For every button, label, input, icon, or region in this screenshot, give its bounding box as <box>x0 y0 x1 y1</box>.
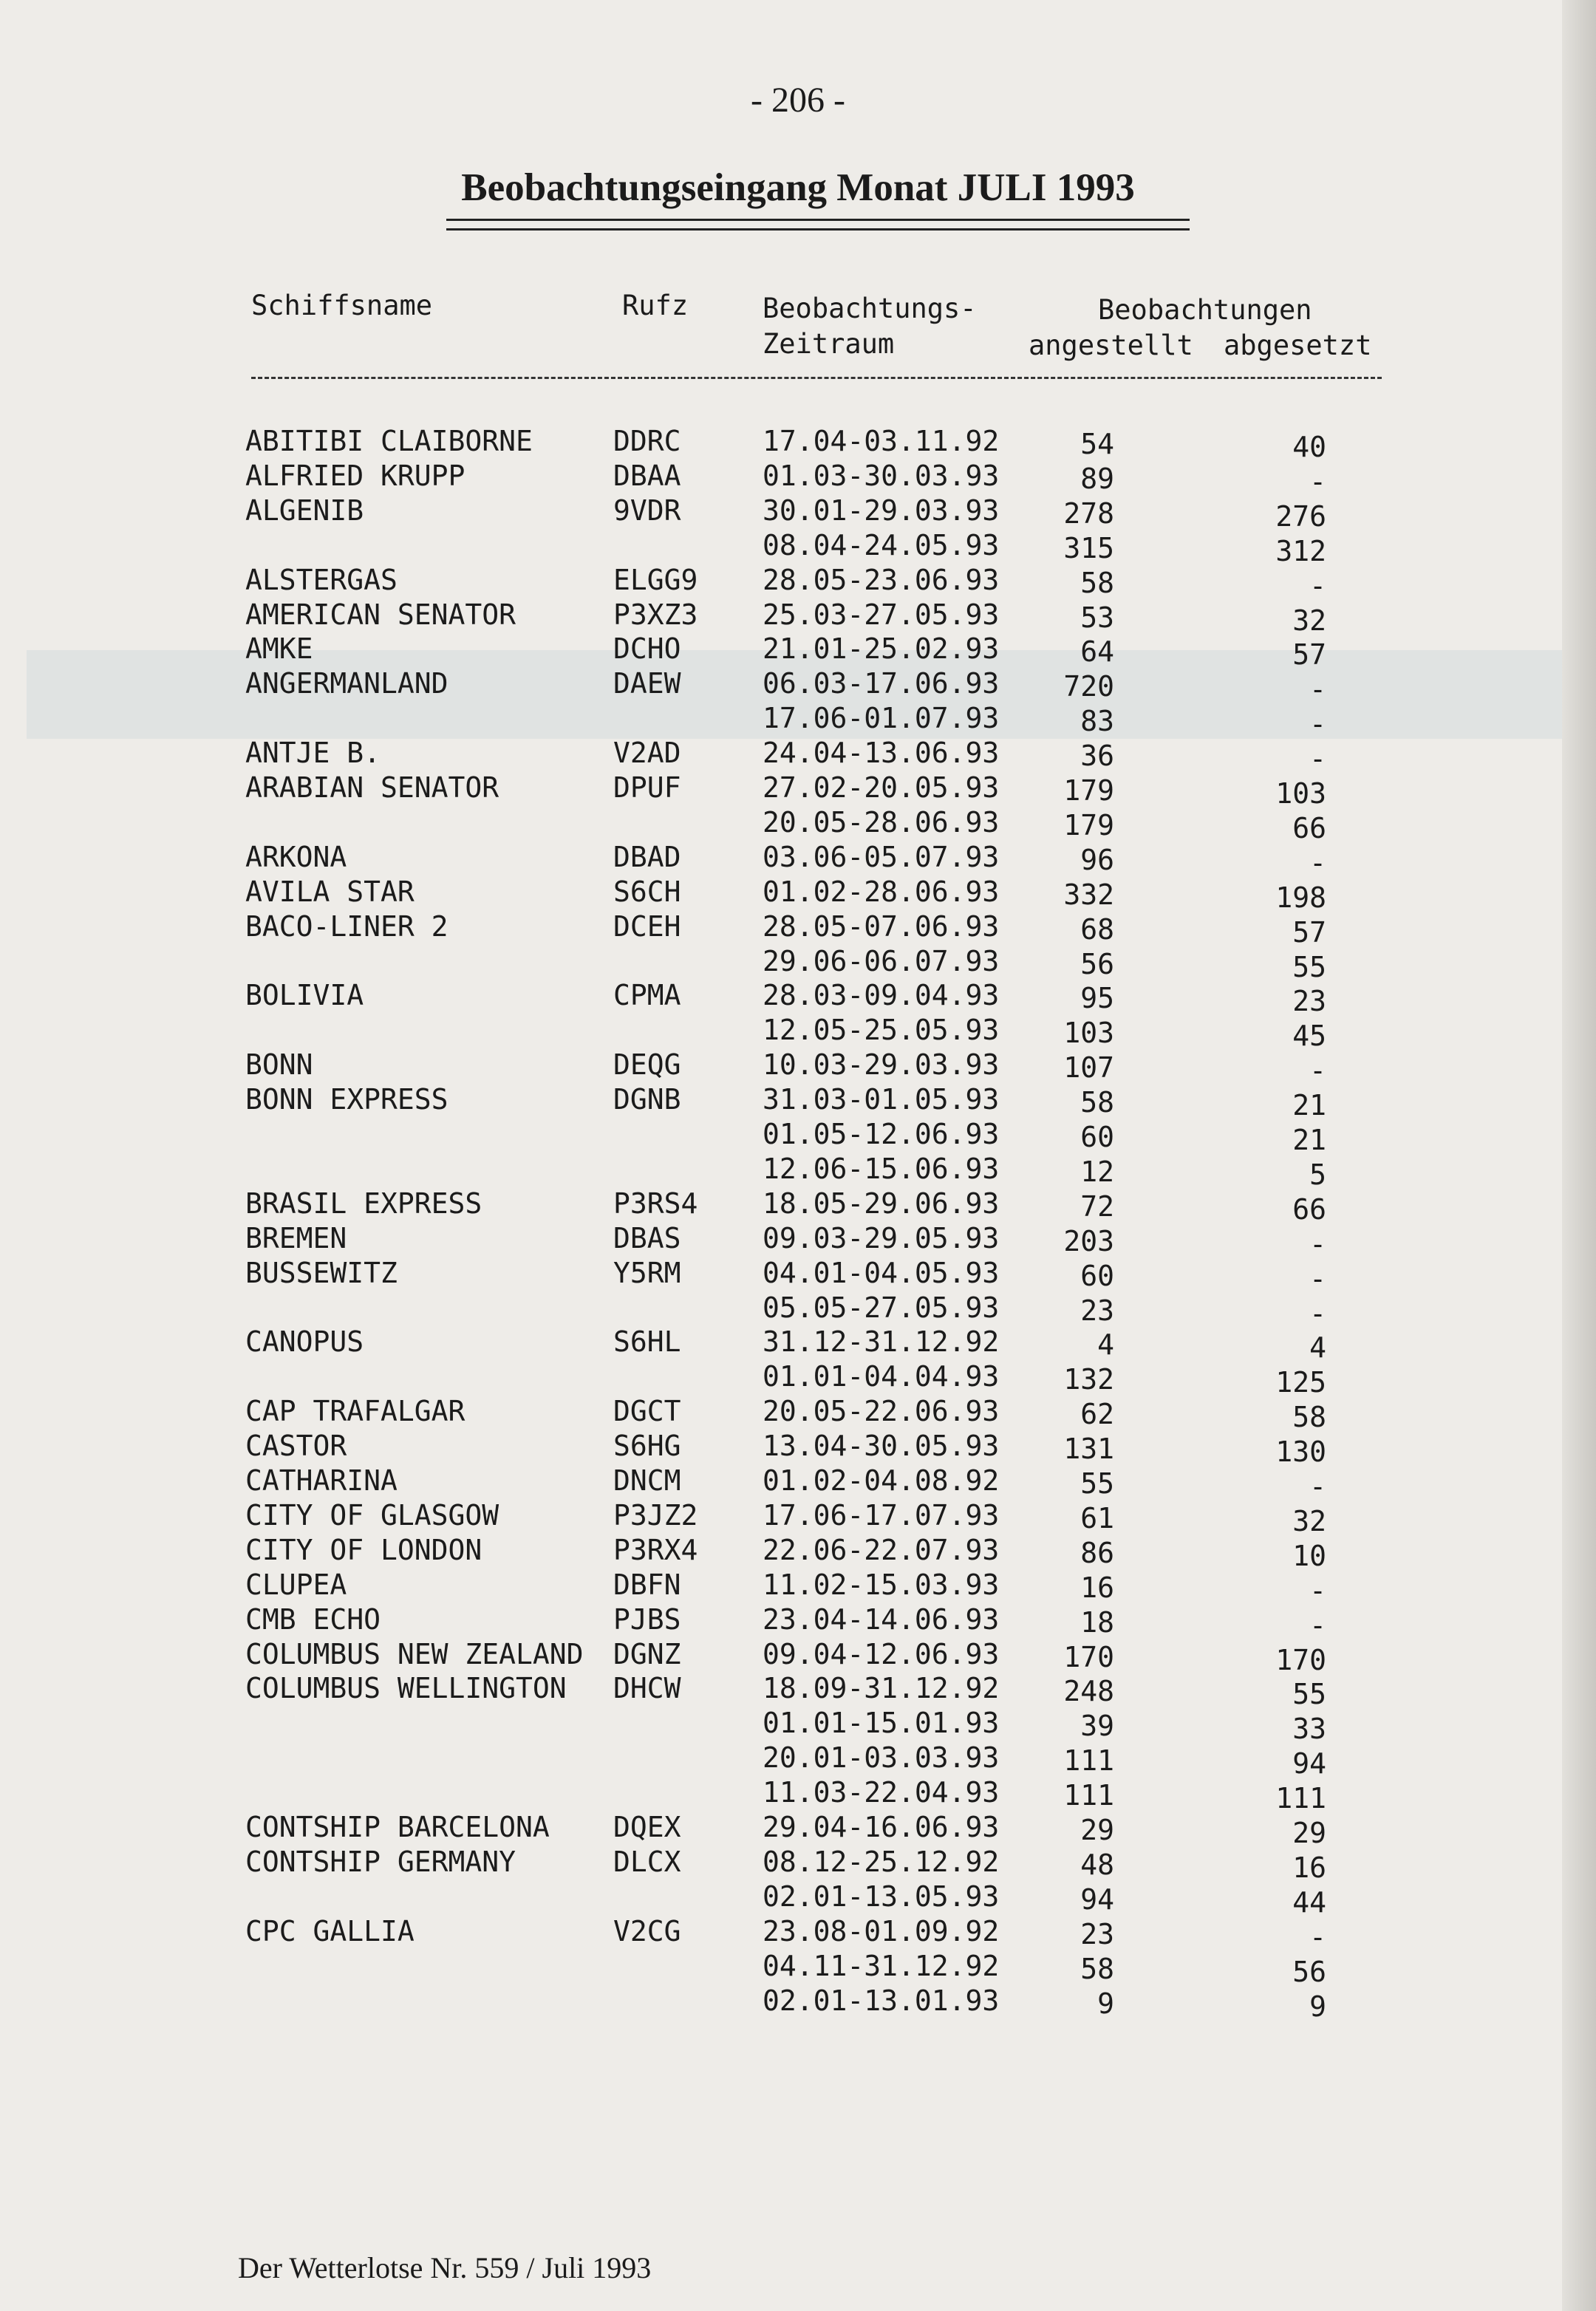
made-count-cell: 68 <box>1080 912 1114 946</box>
period-cell: 21.01-25.02.93 <box>763 632 1000 666</box>
footer-publication: Der Wetterlotse Nr. 559 / Juli 1993 <box>238 2251 652 2284</box>
period-cell: 18.09-31.12.92 <box>763 1672 1000 1705</box>
made-count-cell: 39 <box>1080 1710 1114 1743</box>
period-cell: 23.08-01.09.92 <box>763 1914 1000 1948</box>
submitted-count-cell: 9 <box>1309 1990 1326 2023</box>
period-cell: 02.01-13.01.93 <box>763 1984 1000 2017</box>
ship-name-cell: ARABIAN SENATOR <box>245 771 499 804</box>
made-count-cell: 16 <box>1080 1571 1114 1604</box>
submitted-count-cell: - <box>1309 673 1326 706</box>
call-sign-cell: S6HL <box>613 1325 681 1359</box>
call-sign-cell: DBAA <box>613 459 681 492</box>
submitted-count-cell: 66 <box>1292 1192 1326 1226</box>
call-sign-cell: P3RS4 <box>613 1187 698 1220</box>
made-count-cell: 89 <box>1080 462 1114 495</box>
ship-name-cell: ANTJE B. <box>245 737 381 770</box>
made-count-cell: 83 <box>1080 705 1114 738</box>
period-cell: 28.03-09.04.93 <box>763 979 1000 1012</box>
period-cell: 25.03-27.05.93 <box>763 598 1000 631</box>
made-count-cell: 58 <box>1080 1086 1114 1119</box>
period-cell: 28.05-23.06.93 <box>763 563 1000 596</box>
ship-name-cell: AVILA STAR <box>245 875 415 908</box>
call-sign-cell: DBFN <box>613 1568 681 1601</box>
ship-name-cell: CASTOR <box>245 1430 347 1463</box>
submitted-count-cell: 57 <box>1292 915 1326 949</box>
period-cell: 09.04-12.06.93 <box>763 1637 1000 1670</box>
period-cell: 01.05-12.06.93 <box>763 1118 1000 1150</box>
made-count-cell: 29 <box>1080 1814 1114 1846</box>
period-cell: 11.03-22.04.93 <box>763 1776 1000 1809</box>
period-cell: 02.01-13.05.93 <box>763 1880 1000 1913</box>
ship-name-cell: CPC GALLIA <box>245 1914 415 1948</box>
submitted-count-cell: 33 <box>1292 1713 1326 1746</box>
call-sign-cell: V2CG <box>613 1914 681 1948</box>
made-count-cell: 107 <box>1063 1051 1114 1085</box>
header-call-sign: Rufz <box>622 290 689 321</box>
submitted-count-cell: - <box>1309 1608 1326 1642</box>
made-count-cell: 54 <box>1080 428 1114 460</box>
ship-name-cell: ALFRIED KRUPP <box>245 459 466 492</box>
made-count-cell: 95 <box>1080 982 1114 1015</box>
call-sign-cell: S6CH <box>613 875 681 908</box>
ship-name-cell: CITY OF LONDON <box>245 1533 482 1566</box>
call-sign-cell: 9VDR <box>613 494 681 527</box>
period-cell: 17.06-01.07.93 <box>763 702 1000 735</box>
submitted-count-cell: 103 <box>1275 777 1326 810</box>
ship-name-cell: CITY OF GLASGOW <box>245 1498 499 1532</box>
submitted-count-cell: 58 <box>1292 1401 1326 1434</box>
made-count-cell: 72 <box>1080 1189 1114 1223</box>
period-cell: 08.12-25.12.92 <box>763 1845 1000 1878</box>
period-cell: 24.04-13.06.93 <box>763 737 1000 770</box>
call-sign-cell: Y5RM <box>613 1256 681 1289</box>
made-count-cell: 86 <box>1080 1536 1114 1569</box>
call-sign-cell: V2AD <box>613 737 681 770</box>
submitted-count-cell: 57 <box>1292 638 1326 672</box>
made-count-cell: 111 <box>1063 1779 1114 1812</box>
ship-name-cell: COLUMBUS WELLINGTON <box>245 1672 567 1705</box>
period-cell: 08.04-24.05.93 <box>763 528 1000 561</box>
made-count-cell: 23 <box>1080 1917 1114 1950</box>
ship-name-cell: CMB ECHO <box>245 1602 381 1636</box>
period-cell: 31.12-31.12.92 <box>763 1325 1000 1359</box>
submitted-count-cell: - <box>1309 1470 1326 1503</box>
ship-name-cell: BONN EXPRESS <box>245 1083 449 1116</box>
ship-name-cell: ALSTERGAS <box>245 563 398 596</box>
ship-name-cell: CAP TRAFALGAR <box>245 1395 466 1428</box>
made-count-cell: 60 <box>1080 1121 1114 1153</box>
submitted-count-cell: 5 <box>1309 1158 1326 1191</box>
submitted-count-cell: - <box>1309 1054 1326 1088</box>
header-made: angestellt <box>1029 330 1193 361</box>
made-count-cell: 18 <box>1080 1605 1114 1639</box>
call-sign-cell: DBAD <box>613 840 681 873</box>
period-cell: 04.01-04.05.93 <box>763 1256 1000 1289</box>
ship-name-cell: AMKE <box>245 632 313 666</box>
ship-name-cell: ANGERMANLAND <box>245 667 449 700</box>
header-ship-name: Schiffsname <box>251 290 433 321</box>
made-count-cell: 111 <box>1063 1744 1114 1778</box>
made-count-cell: 248 <box>1063 1675 1114 1708</box>
period-cell: 13.04-30.05.93 <box>763 1430 1000 1463</box>
submitted-count-cell: 16 <box>1292 1851 1326 1884</box>
made-count-cell: 132 <box>1063 1363 1114 1396</box>
period-cell: 01.01-15.01.93 <box>763 1707 1000 1740</box>
ship-name-cell: ABITIBI CLAIBORNE <box>245 425 533 457</box>
page-number: - 206 - <box>751 81 845 120</box>
made-count-cell: 58 <box>1080 566 1114 599</box>
call-sign-cell: DNCM <box>613 1464 681 1497</box>
period-cell: 01.02-04.08.92 <box>763 1464 1000 1497</box>
made-count-cell: 62 <box>1080 1398 1114 1431</box>
submitted-count-cell: 125 <box>1275 1366 1326 1399</box>
made-count-cell: 9 <box>1097 1987 1114 2020</box>
ship-name-cell: ALGENIB <box>245 494 364 527</box>
period-cell: 18.05-29.06.93 <box>763 1187 1000 1220</box>
ship-name-cell: BACO-LINER 2 <box>245 909 449 943</box>
ship-name-cell: CLUPEA <box>245 1568 347 1601</box>
period-cell: 09.03-29.05.93 <box>763 1221 1000 1255</box>
period-cell: 03.06-05.07.93 <box>763 840 1000 873</box>
made-count-cell: 131 <box>1063 1433 1114 1466</box>
call-sign-cell: S6HG <box>613 1430 681 1463</box>
call-sign-cell: DBAS <box>613 1221 681 1255</box>
made-count-cell: 48 <box>1080 1848 1114 1881</box>
submitted-count-cell: - <box>1309 846 1326 879</box>
header-observations: Beobachtungen <box>1098 294 1312 326</box>
made-count-cell: 60 <box>1080 1259 1114 1292</box>
call-sign-cell: DCHO <box>613 632 681 666</box>
submitted-count-cell: 111 <box>1275 1782 1326 1815</box>
call-sign-cell: DAEW <box>613 667 681 700</box>
made-count-cell: 23 <box>1080 1294 1114 1327</box>
header-period-line2: Zeitraum <box>763 328 895 360</box>
made-count-cell: 332 <box>1063 878 1114 911</box>
submitted-count-cell: 32 <box>1292 604 1326 637</box>
made-count-cell: 94 <box>1080 1882 1114 1916</box>
submitted-count-cell: 21 <box>1292 1124 1326 1156</box>
period-cell: 30.01-29.03.93 <box>763 494 1000 527</box>
made-count-cell: 179 <box>1063 808 1114 842</box>
call-sign-cell: ELGG9 <box>613 563 698 596</box>
period-cell: 20.05-28.06.93 <box>763 805 1000 839</box>
submitted-count-cell: - <box>1309 1227 1326 1260</box>
made-count-cell: 170 <box>1063 1640 1114 1673</box>
made-count-cell: 179 <box>1063 774 1114 807</box>
submitted-count-cell: 56 <box>1292 1955 1326 1988</box>
call-sign-cell: DGNB <box>613 1083 681 1116</box>
period-cell: 12.06-15.06.93 <box>763 1152 1000 1185</box>
made-count-cell: 64 <box>1080 635 1114 669</box>
period-cell: 01.03-30.03.93 <box>763 459 1000 492</box>
call-sign-cell: P3JZ2 <box>613 1498 698 1532</box>
call-sign-cell: CPMA <box>613 979 681 1012</box>
call-sign-cell: DGNZ <box>613 1637 681 1670</box>
call-sign-cell: PJBS <box>613 1602 681 1636</box>
page-edge-shadow <box>1562 0 1596 2311</box>
submitted-count-cell: 10 <box>1292 1539 1326 1572</box>
submitted-count-cell: 21 <box>1292 1089 1326 1122</box>
period-cell: 04.11-31.12.92 <box>763 1949 1000 1982</box>
submitted-count-cell: - <box>1309 1920 1326 1953</box>
call-sign-cell: DGCT <box>613 1395 681 1428</box>
made-count-cell: 53 <box>1080 601 1114 634</box>
ship-name-cell: BRASIL EXPRESS <box>245 1187 482 1220</box>
made-count-cell: 4 <box>1097 1328 1114 1362</box>
submitted-count-cell: 130 <box>1275 1436 1326 1469</box>
ship-name-cell: CATHARINA <box>245 1464 398 1497</box>
period-cell: 11.02-15.03.93 <box>763 1568 1000 1601</box>
call-sign-cell: P3RX4 <box>613 1533 698 1566</box>
ship-name-cell: CONTSHIP GERMANY <box>245 1845 516 1878</box>
submitted-count-cell: - <box>1309 569 1326 602</box>
header-period-line1: Beobachtungs- <box>763 293 977 324</box>
submitted-count-cell: 170 <box>1275 1643 1326 1676</box>
ship-name-cell: AMERICAN SENATOR <box>245 598 516 631</box>
submitted-count-cell: 276 <box>1275 499 1326 533</box>
period-cell: 10.03-29.03.93 <box>763 1048 1000 1082</box>
submitted-count-cell: - <box>1309 1297 1326 1330</box>
submitted-count-cell: 4 <box>1309 1331 1326 1365</box>
made-count-cell: 61 <box>1080 1501 1114 1535</box>
made-count-cell: 58 <box>1080 1952 1114 1985</box>
call-sign-cell: DQEX <box>613 1811 681 1843</box>
ship-name-cell: ARKONA <box>245 840 347 873</box>
period-cell: 05.05-27.05.93 <box>763 1291 1000 1324</box>
submitted-count-cell: - <box>1309 743 1326 776</box>
submitted-count-cell: - <box>1309 1574 1326 1607</box>
period-cell: 27.02-20.05.93 <box>763 771 1000 804</box>
submitted-count-cell: 198 <box>1275 881 1326 914</box>
period-cell: 17.04-03.11.92 <box>763 425 1000 457</box>
made-count-cell: 203 <box>1063 1224 1114 1257</box>
call-sign-cell: DEQG <box>613 1048 681 1082</box>
ship-name-cell: COLUMBUS NEW ZEALAND <box>245 1637 584 1670</box>
header-submitted: abgesetzt <box>1224 330 1372 361</box>
period-cell: 23.04-14.06.93 <box>763 1602 1000 1636</box>
call-sign-cell: DLCX <box>613 1845 681 1878</box>
submitted-count-cell: 55 <box>1292 1678 1326 1711</box>
period-cell: 01.02-28.06.93 <box>763 875 1000 908</box>
submitted-count-cell: - <box>1309 708 1326 741</box>
made-count-cell: 315 <box>1063 531 1114 564</box>
submitted-count-cell: - <box>1309 465 1326 498</box>
ship-name-cell: BOLIVIA <box>245 979 364 1012</box>
submitted-count-cell: 40 <box>1292 431 1326 463</box>
ship-name-cell: BUSSEWITZ <box>245 1256 398 1289</box>
period-cell: 20.01-03.03.93 <box>763 1741 1000 1775</box>
ship-name-cell: BONN <box>245 1048 313 1082</box>
call-sign-cell: DHCW <box>613 1672 681 1705</box>
period-cell: 29.04-16.06.93 <box>763 1811 1000 1843</box>
period-cell: 12.05-25.05.93 <box>763 1014 1000 1047</box>
period-cell: 20.05-22.06.93 <box>763 1395 1000 1428</box>
period-cell: 01.01-04.04.93 <box>763 1360 1000 1393</box>
submitted-count-cell: 55 <box>1292 950 1326 983</box>
call-sign-cell: DPUF <box>613 771 681 804</box>
header-dashed-rule <box>251 377 1382 379</box>
submitted-count-cell: 94 <box>1292 1747 1326 1781</box>
ship-name-cell: CONTSHIP BARCELONA <box>245 1811 550 1843</box>
made-count-cell: 720 <box>1063 670 1114 703</box>
made-count-cell: 103 <box>1063 1017 1114 1050</box>
submitted-count-cell: 44 <box>1292 1885 1326 1919</box>
made-count-cell: 55 <box>1080 1467 1114 1500</box>
made-count-cell: 278 <box>1063 496 1114 530</box>
title-double-rule <box>446 219 1190 231</box>
ship-name-cell: CANOPUS <box>245 1325 364 1359</box>
ship-name-cell: BREMEN <box>245 1221 347 1255</box>
period-cell: 29.06-06.07.93 <box>763 944 1000 977</box>
made-count-cell: 36 <box>1080 740 1114 773</box>
submitted-count-cell: - <box>1309 1262 1326 1295</box>
submitted-count-cell: 45 <box>1292 1020 1326 1053</box>
submitted-count-cell: 32 <box>1292 1504 1326 1537</box>
period-cell: 28.05-07.06.93 <box>763 909 1000 943</box>
made-count-cell: 96 <box>1080 843 1114 876</box>
made-count-cell: 12 <box>1080 1155 1114 1188</box>
made-count-cell: 56 <box>1080 947 1114 980</box>
period-cell: 17.06-17.07.93 <box>763 1498 1000 1532</box>
period-cell: 22.06-22.07.93 <box>763 1533 1000 1566</box>
period-cell: 31.03-01.05.93 <box>763 1083 1000 1116</box>
call-sign-cell: DCEH <box>613 909 681 943</box>
period-cell: 06.03-17.06.93 <box>763 667 1000 700</box>
submitted-count-cell: 23 <box>1292 985 1326 1018</box>
submitted-count-cell: 29 <box>1292 1817 1326 1849</box>
submitted-count-cell: 66 <box>1292 811 1326 844</box>
call-sign-cell: P3XZ3 <box>613 598 698 631</box>
call-sign-cell: DDRC <box>613 425 681 457</box>
submitted-count-cell: 312 <box>1275 534 1326 567</box>
page-title: Beobachtungseingang Monat JULI 1993 <box>461 166 1135 209</box>
